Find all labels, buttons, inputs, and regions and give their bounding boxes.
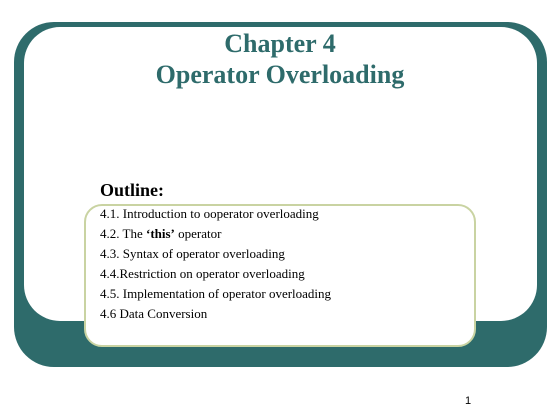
outline-item-4-4: 4.4.Restriction on operator overloading (100, 266, 305, 281)
outline-item-4-6: 4.6 Data Conversion (100, 306, 208, 321)
title-line-topic: Operator Overloading (155, 60, 405, 89)
outline-item-4-1: 4.1. Introduction to ooperator overloading (100, 206, 319, 221)
slide-title (0, 28, 560, 90)
outline-list (100, 204, 331, 324)
page-number: 1 (465, 395, 472, 407)
outline-item-4-2-prefix: 4.2. The (100, 226, 146, 241)
outline-item-4-2-keyword: ‘this’ (145, 226, 175, 241)
outline-item-4-3: 4.3. Syntax of operator overloading (100, 246, 285, 261)
outline-item-4-5: 4.5. Implementation of operator overloading (100, 286, 332, 301)
outline-item-4-2 (100, 224, 331, 244)
outline-item-4-2-suffix: operator (174, 226, 222, 241)
outline-heading: Outline: (100, 180, 165, 200)
title-line-chapter: Chapter 4 (224, 29, 336, 58)
